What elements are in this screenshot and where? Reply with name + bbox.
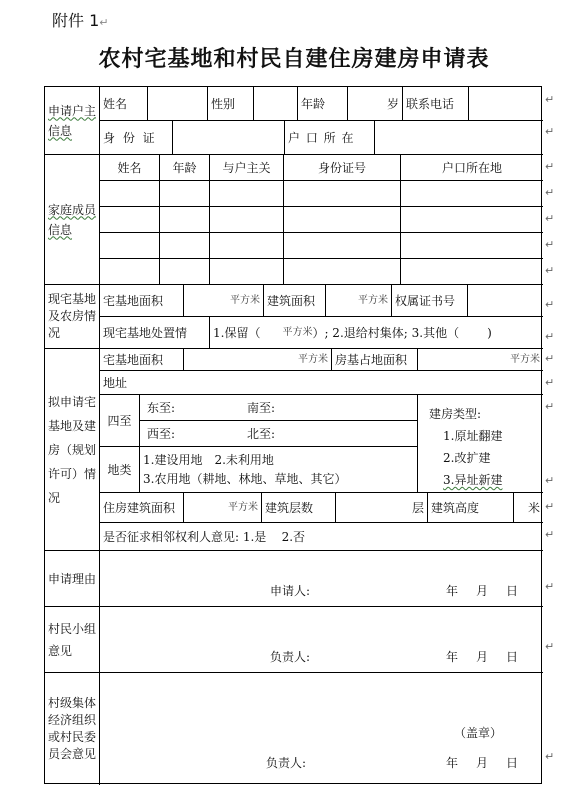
floors-field[interactable]: 层 xyxy=(336,493,428,523)
paragraph-mark: ↵ xyxy=(545,264,555,277)
family-cell[interactable] xyxy=(401,259,543,285)
land-type-label: 地类 xyxy=(100,447,140,493)
family-cell[interactable] xyxy=(401,181,543,207)
current-area-label: 宅基地面积 xyxy=(100,285,184,317)
four-sides-label: 四至 xyxy=(100,395,140,447)
disposal-options[interactable]: 1.保留（ 平方米 ）; 2.退给村集体; 3.其他（ ) xyxy=(210,317,543,349)
phone-label: 联系电话 xyxy=(403,87,469,121)
phone-field[interactable] xyxy=(469,87,543,121)
age-field[interactable] xyxy=(348,87,403,121)
family-section-label: 家庭成员信息 xyxy=(45,155,100,285)
paragraph-mark: ↵ xyxy=(545,528,555,541)
height-label: 建筑高度 xyxy=(428,493,514,523)
west-north-field[interactable]: 西至: 北至: xyxy=(140,421,418,447)
family-cell[interactable] xyxy=(100,233,160,259)
family-header-relation: 与户主关 xyxy=(210,155,284,181)
group-opinion-field[interactable]: 负责人: 年 月 日 xyxy=(100,607,543,673)
gender-field[interactable] xyxy=(254,87,298,121)
family-cell[interactable] xyxy=(284,233,401,259)
paragraph-mark: ↵ xyxy=(545,352,555,365)
current-area-field[interactable]: 平方米 xyxy=(184,285,264,317)
family-cell[interactable] xyxy=(284,181,401,207)
housing-area-label: 住房建筑面积 xyxy=(100,493,184,523)
name-label: 姓名 xyxy=(100,87,148,121)
paragraph-mark: ↵ xyxy=(545,580,555,593)
planned-area-label: 宅基地面积 xyxy=(100,349,184,371)
address-field[interactable] xyxy=(100,371,543,395)
hukou-field[interactable] xyxy=(375,121,543,155)
family-cell[interactable] xyxy=(284,259,401,285)
family-cell[interactable] xyxy=(100,259,160,285)
land-area-label: 房基占地面积 xyxy=(332,349,418,371)
build-type-options[interactable]: 建房类型: 1.原址翻建 2.改扩建 3.异址新建 xyxy=(418,395,543,493)
paragraph-mark: ↵ xyxy=(545,238,555,251)
paragraph-mark: ↵ xyxy=(545,330,555,343)
paragraph-mark: ↵ xyxy=(545,93,555,106)
reason-label: 申请理由 xyxy=(45,551,100,607)
land-area-field[interactable]: 平方米 xyxy=(418,349,543,371)
family-header-name: 姓名 xyxy=(100,155,160,181)
id-card-label: 身 份 证 xyxy=(100,121,173,155)
gender-label: 性别 xyxy=(208,87,254,121)
paragraph-mark: ↵ xyxy=(545,298,555,311)
cert-label: 权属证书号 xyxy=(392,285,468,317)
paragraph-mark: ↵ xyxy=(545,500,555,513)
family-cell[interactable] xyxy=(210,233,284,259)
planned-area-field[interactable]: 平方米 xyxy=(184,349,332,371)
family-cell[interactable] xyxy=(284,207,401,233)
family-cell[interactable] xyxy=(401,207,543,233)
group-signer: 负责人: xyxy=(270,650,311,664)
height-field[interactable]: 米 xyxy=(514,493,543,523)
family-header-age: 年龄 xyxy=(160,155,210,181)
family-cell[interactable] xyxy=(100,181,160,207)
group-opinion-label: 村民小组意见 xyxy=(45,607,100,673)
family-cell[interactable] xyxy=(210,207,284,233)
age-unit: 岁 xyxy=(386,96,399,111)
paragraph-mark: ↵ xyxy=(545,750,555,763)
paragraph-mark: ↵ xyxy=(545,640,555,653)
family-cell[interactable] xyxy=(401,233,543,259)
current-house-section-label: 现宅基地及农房情况 xyxy=(45,285,100,349)
form-title: 农村宅基地和村民自建住房建房申请表 xyxy=(98,46,490,72)
hukou-label: 户 口 所 在 xyxy=(285,121,375,155)
disposal-label: 现宅基地处置情 xyxy=(100,317,210,349)
village-signer: 负责人: xyxy=(266,756,307,770)
family-cell[interactable] xyxy=(160,181,210,207)
reason-field[interactable]: 申请人: 年 月 日 xyxy=(100,551,543,607)
id-card-field[interactable] xyxy=(173,121,285,155)
family-cell[interactable] xyxy=(160,207,210,233)
paragraph-mark: ↵ xyxy=(545,400,555,413)
housing-area-field[interactable]: 平方米 xyxy=(184,493,262,523)
name-field[interactable] xyxy=(148,87,208,121)
paragraph-mark: ↵ xyxy=(545,474,555,487)
current-build-area-field[interactable]: 平方米 xyxy=(326,285,392,317)
land-type-options[interactable]: 1.建设用地 2.未利用地 3.农用地（耕地、林地、草地、其它） xyxy=(140,447,418,493)
family-cell[interactable] xyxy=(210,181,284,207)
family-header-hukou: 户口所在地 xyxy=(401,155,543,181)
family-cell[interactable] xyxy=(160,233,210,259)
floors-label: 建筑层数 xyxy=(262,493,336,523)
paragraph-mark: ↵ xyxy=(545,125,555,138)
village-opinion-label: 村级集体经济组织或村民委员会意见 xyxy=(45,673,100,785)
current-build-area-label: 建筑面积 xyxy=(264,285,326,317)
seal-label: （盖章） xyxy=(454,726,503,740)
address-label: 地址 xyxy=(103,375,128,390)
east-south-field[interactable]: 东至: 南至: xyxy=(140,395,418,421)
family-cell[interactable] xyxy=(210,259,284,285)
paragraph-mark: ↵ xyxy=(545,160,555,173)
family-cell[interactable] xyxy=(160,259,210,285)
application-form xyxy=(44,86,542,784)
family-cell[interactable] xyxy=(100,207,160,233)
paragraph-mark: ↵ xyxy=(545,376,555,389)
paragraph-mark: ↵ xyxy=(545,212,555,225)
cert-field[interactable] xyxy=(468,285,543,317)
attachment-label: 附件 1↵ xyxy=(52,11,109,30)
paragraph-mark: ↵ xyxy=(545,186,555,199)
family-header-id: 身份证号 xyxy=(284,155,401,181)
neighbor-consent[interactable]: 是否征求相邻权利人意见: 1.是 2.否 xyxy=(100,523,543,551)
reason-signer: 申请人: xyxy=(270,584,311,598)
village-opinion-field[interactable]: （盖章） 负责人: 年 月 日 xyxy=(266,726,519,770)
age-label: 年龄 xyxy=(298,87,348,121)
planned-section-label: 拟申请宅基地及建房（规划许可）情况 xyxy=(45,349,100,551)
applicant-section-label: 申请户主信息 xyxy=(45,87,100,155)
